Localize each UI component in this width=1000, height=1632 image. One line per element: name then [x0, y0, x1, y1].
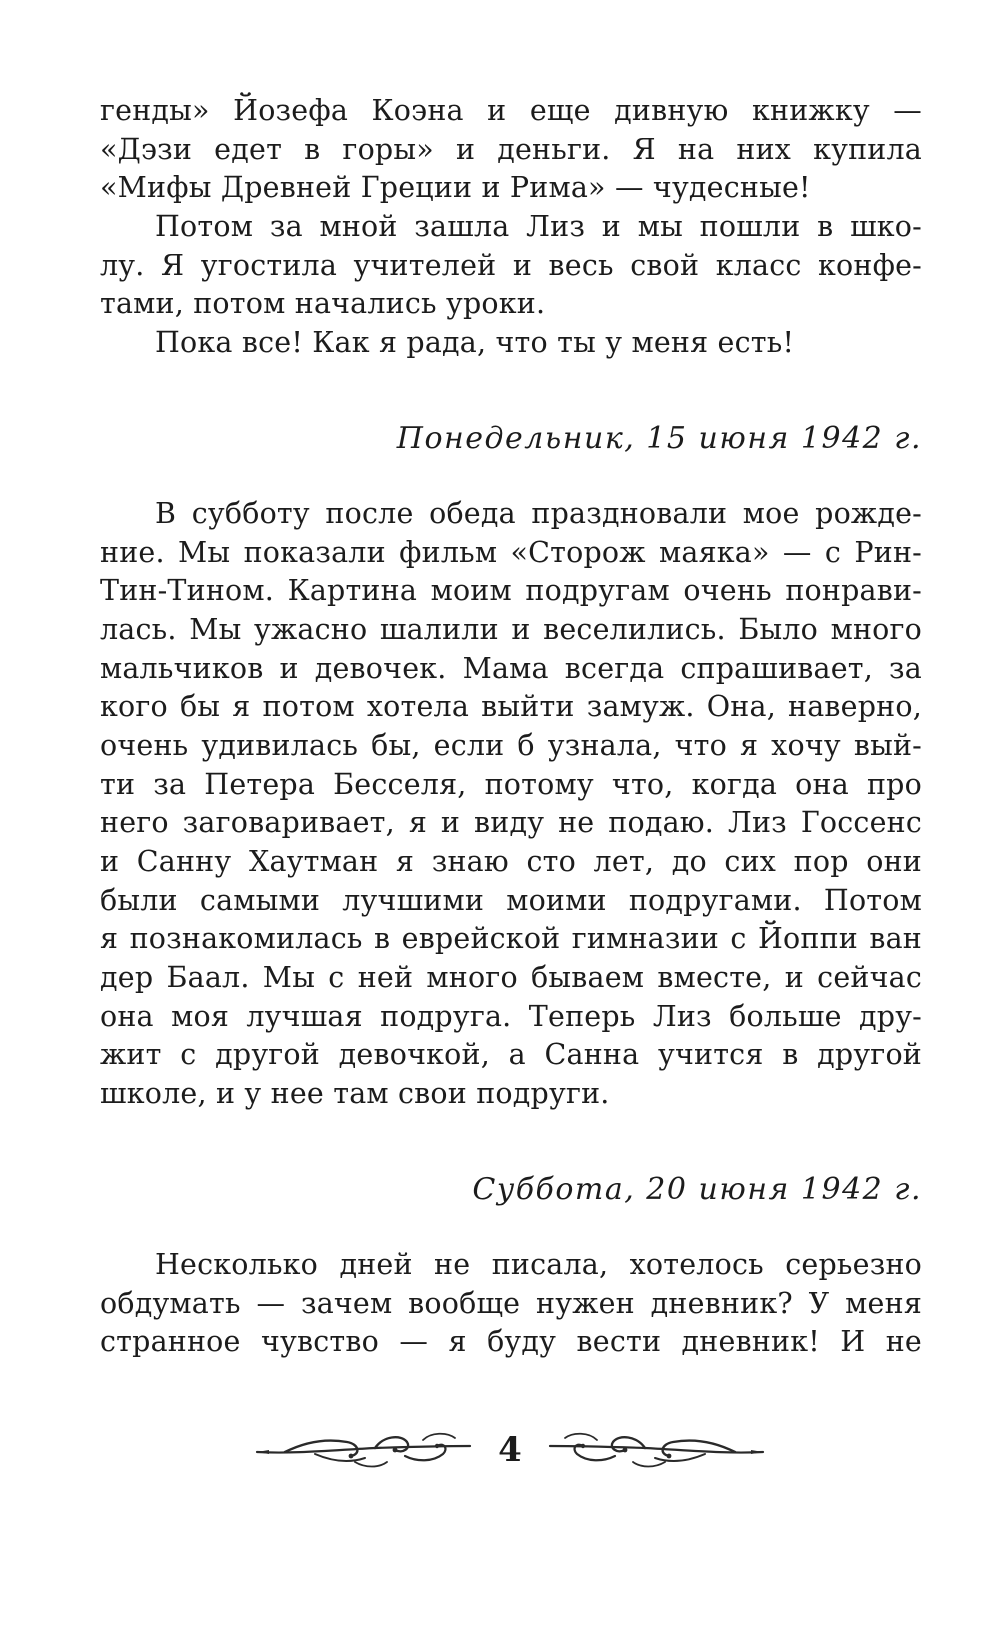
text-line: обдумать — зачем вообще нужен дневник? У меня — [100, 1286, 922, 1320]
text-line: ние. Мы показали фильм «Сторож маяка» — с Рин- — [100, 535, 922, 569]
text-line: и Санну Хаутман я знаю сто лет, до сих пор они — [100, 845, 922, 878]
text-line: были самыми лучшими моими подругами. Потом — [100, 883, 922, 917]
text-line: лу. Я угостила учителей и весь свой класс конфе- — [100, 248, 922, 282]
text-line: «Дэзи едет в горы» и деньги. Я на них купила — [100, 132, 922, 166]
text-line: «Мифы Древней Греции и Рима» — чудесные! — [100, 171, 811, 205]
text-line: очень удивилась бы, если б узнала, что я хочу вый- — [100, 728, 922, 762]
text-line: него заговаривает, я и виду не подаю. Лиз Госсенс — [100, 806, 922, 840]
entry-date-heading: Понедельник, 15 июня 1942 г. — [396, 420, 922, 456]
book-page — [100, 92, 922, 1362]
paragraph — [100, 92, 922, 208]
text-line: Пока все! Как я рада, что ты у меня есть! — [155, 326, 795, 360]
text-line: Тин-Тином. Картина моим подругам очень понрави- — [100, 574, 922, 608]
entry-body — [100, 1246, 922, 1362]
text-line: ти за Петера Бесселя, потому что, когда она про — [100, 767, 922, 801]
text-line: странное чувство — я буду вести дневник! И не — [100, 1325, 922, 1359]
text-line: лась. Мы ужасно шалили и веселились. Было много — [100, 612, 922, 646]
entry-body — [100, 495, 922, 1114]
text-line: Несколько дней не писала, хотелось серьезно — [155, 1247, 922, 1281]
page-footer — [255, 1428, 765, 1488]
text-line: дер Баал. Мы с ней много бываем вместе, и сейчас — [100, 961, 922, 995]
text-line: Потом за мной зашла Лиз и мы пошли в шко- — [155, 210, 922, 244]
text-line: жит с другой девочкой, а Санна учится в другой — [100, 1038, 922, 1072]
text-line: она моя лучшая подруга. Теперь Лиз больше дру- — [100, 999, 922, 1033]
entry-date-heading: Суббота, 20 июня 1942 г. — [472, 1171, 922, 1207]
flourish-left-icon — [255, 1428, 475, 1478]
page-number: 4 — [498, 1430, 522, 1470]
paragraph — [100, 208, 922, 324]
paragraph — [100, 324, 922, 363]
text-line: тами, потом начались уроки. — [100, 287, 546, 321]
text-line: школе, и у нее там свои подруги. — [100, 1077, 610, 1111]
text-line: я познакомилась в еврейской гимназии с Йоппи ван — [100, 922, 922, 956]
flourish-right-icon — [545, 1428, 765, 1478]
text-line: мальчиков и девочек. Мама всегда спрашивает, за — [100, 651, 922, 685]
text-line: кого бы я потом хотела выйти замуж. Она, наверно, — [100, 690, 922, 724]
text-line: генды» Йозефа Коэна и еще дивную книжку — — [100, 94, 922, 127]
text-line: В субботу после обеда праздновали мое рожде- — [155, 496, 922, 530]
